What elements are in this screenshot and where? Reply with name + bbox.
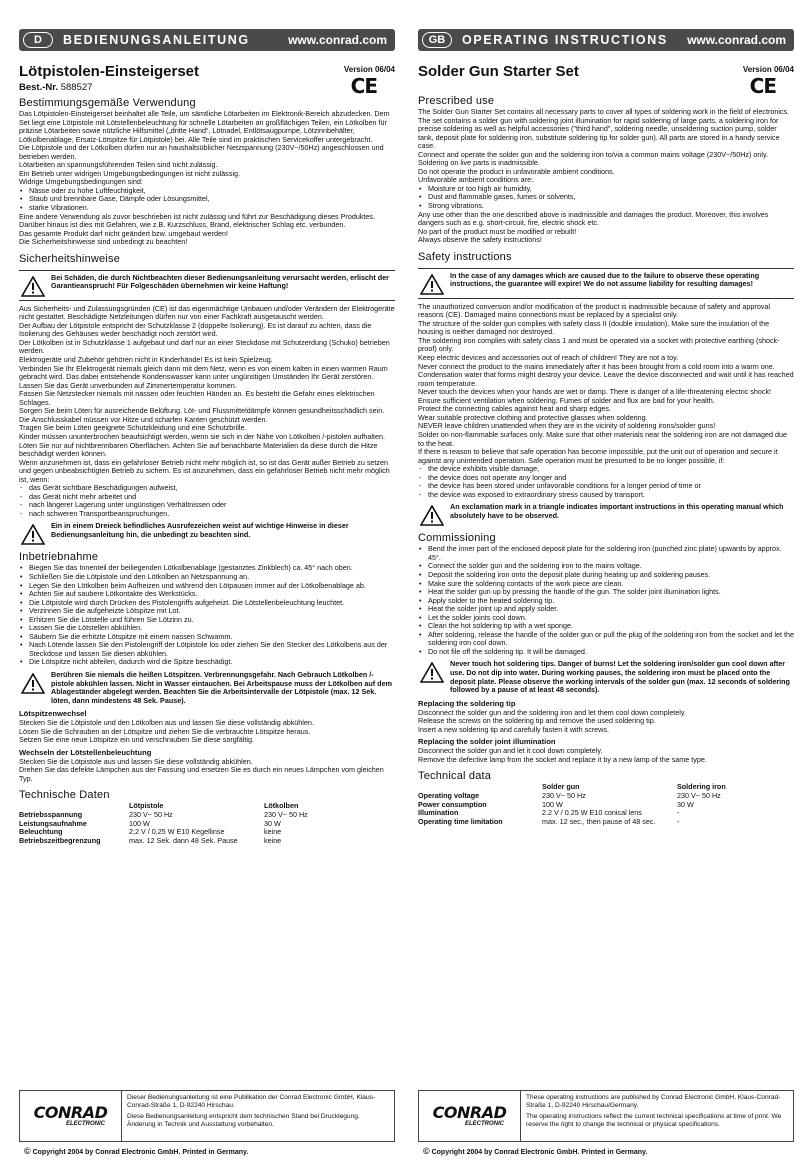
footer-box-de xyxy=(19,1090,395,1142)
list-item: - das Gerät sichtbare Beschädigungen aufweist, xyxy=(19,484,395,493)
paragraph: Insert a new soldering tip and carefully fasten it with screws. xyxy=(418,724,609,734)
paragraph: Never connect the product to the mains immediately after it has been brought from a cold room into a warm one. Condensation water that forms might destroy your device. Leave the device disconnected and wait until it has reached room temperature. xyxy=(418,361,794,388)
warning-text: In the case of any damages which are caused due to the failure to observe these operating instructions, the guarantee will expire! We do not assume liability for resulting damages! xyxy=(450,270,760,289)
list-item: • Clean the hot soldering tip with a wet sponge. xyxy=(418,622,794,631)
order-number: 588527 xyxy=(60,82,93,93)
bullet-list xyxy=(418,185,794,211)
list-item: • Let the solder joints cool down. xyxy=(418,614,794,623)
paragraph: Widrige Umgebungsbedingungen sind: xyxy=(19,177,143,187)
paragraph: Do not operate the product in unfavorable ambient conditions. xyxy=(418,166,615,176)
header-bar-en xyxy=(418,29,794,51)
page-title: Solder Gun Starter Set xyxy=(418,63,579,80)
paragraph: Stecken Sie die Lötpistole aus und lassen Sie diese vollständig abkühlen. xyxy=(19,756,253,766)
warning-triangle-icon xyxy=(19,274,47,297)
list-item: - the device has been stored under unfavorable conditions for a longer period of time or xyxy=(418,482,794,491)
footer-text: Dieser Bedienungsanleitung ist eine Publikation der Conrad Electronic GmbH, Klaus-Conrad-Straße 1, D-92240 Hirschau. xyxy=(127,1094,376,1109)
version-label: Version 06/04 xyxy=(343,65,395,74)
paragraph: NEVER leave children unattended when they are in the vicinity of soldering irons/solder guns! xyxy=(418,421,716,431)
paragraph: Ein Betrieb unter widrigen Umgebungsbedingungen ist nicht zulässig. xyxy=(19,168,240,178)
paragraph: Der Aufbau der Lötpistole entspricht der Schutzklasse 2 (doppelte Isolierung). Es ist darauf zu achten, dass die Isolierung des Gehäuses weder beschädigt noch zerstört wird. xyxy=(19,320,372,339)
note-text: Ein in einem Dreieck befindliches Ausrufezeichen weist auf wichtige Hinweise in dieser Bedienungsanleitung hin, die unbedingt zu beachten sind. xyxy=(51,521,349,539)
paragraph: Die Sicherheitshinweise sind unbedingt zu beachten! xyxy=(19,237,188,247)
section-title: Sicherheitshinweise xyxy=(19,252,121,265)
table-cell: max. 12 sec., then pause of 48 sec. xyxy=(542,816,656,826)
list-item: • Connect the solder gun and the soldering iron to the mains voltage. xyxy=(418,562,794,571)
column-en xyxy=(418,62,794,826)
table-header: Lötkolben xyxy=(264,801,299,811)
list-item: - das Gerät nicht mehr arbeitet und xyxy=(19,493,395,502)
paragraph: No part of the product must be modified or rebuilt! xyxy=(418,226,577,236)
warning-box xyxy=(19,671,395,705)
paragraph: Tragen Sie beim Löten geeignete Schutzkleidung und eine Schutzbrille. xyxy=(19,423,247,433)
paragraph: The soldering iron complies with safety class 1 and must be operated via a socket with protective earthing (shock-proof) only. xyxy=(418,335,780,354)
paragraph: Lötarbeiten an spannungsführenden Teilen sind nicht zulässig. xyxy=(19,160,218,170)
warning-triangle-icon xyxy=(418,660,446,694)
warning-triangle-icon xyxy=(418,503,446,526)
section-title: Inbetriebnahme xyxy=(19,551,99,564)
header-title-de: BEDIENUNGSANLEITUNG xyxy=(63,33,250,47)
paragraph: If there is reason to believe that safe operation has become impossible, put the unit out of operation and secure it against any unintended operation. Safe operation must be presumed to be no longer possible, if: xyxy=(418,447,778,465)
warning-box xyxy=(418,268,794,299)
list-item: • Apply solder to the heated soldering tip. xyxy=(418,597,794,606)
bullet-list xyxy=(19,187,395,213)
version-label: Version 06/04 xyxy=(742,65,794,74)
subsection-title: Lötspitzenwechsel xyxy=(19,709,87,719)
bullet-list xyxy=(418,545,794,656)
table-cell: keine xyxy=(264,835,282,845)
paragraph: Lösen Sie die Schrauben an der Lötspitze und ziehen Sie die verbrauchte Lötspitze heraus. xyxy=(19,726,311,736)
table-cell: Operating time limitation xyxy=(418,816,503,826)
ce-mark-icon: CE xyxy=(350,74,377,98)
warning-text: Bei Schäden, die durch Nichtbeachten dieser Bedienungsanleitung verursacht werden, erlischt der Garantieanspruch! Für Folgeschäden übernehmen wir keine Haftung! xyxy=(51,272,389,291)
paragraph: Setzen Sie eine neue Lötspitze ein und verschrauben Sie diese sorgfältig. xyxy=(19,735,254,745)
paragraph: Der Lötkolben ist in Schutzklasse 1 aufgebaut und darf nur an einer Steckdose mit Schutzerdung (Schuko) betrieben werden. xyxy=(19,337,390,356)
paragraph: Wear suitable protective clothing and protective glasses when soldering. xyxy=(418,412,648,422)
paragraph: Elektrogeräte und Zubehör gehören nicht in Kinderhände! Es ist kein Spielzeug. xyxy=(19,355,273,365)
note-box xyxy=(418,503,794,526)
paragraph: The structure of the solder gun complies with safety class II (double insulation). Make sure the insulation of the housing is neither damaged nor destroyed. xyxy=(418,318,770,337)
copyright-en: © Copyright 2004 by Conrad Electronic GmbH. Printed in Germany. xyxy=(423,1146,648,1156)
note-text: An exclamation mark in a triangle indicates important instructions in this operating manual which absolutely have to be observed. xyxy=(450,502,784,520)
list-item: • Strong vibrations. xyxy=(418,202,794,211)
list-item: • Nässe oder zu hohe Luftfeuchtigkeit, xyxy=(19,187,395,196)
paragraph: Löten Sie nur auf nichtbrennbaren Oberflächen. Achten Sie auf benachbarte Materialien da diese durch die Hitze beschädigt werden können. xyxy=(19,440,378,459)
list-item: • Make sure the soldering contacts of the work piece are clean. xyxy=(418,580,794,589)
section-title: Commissioning xyxy=(418,532,496,545)
paragraph: Stecken Sie die Lötpistole und den Lötkolben aus und lassen Sie diese vollständig abkühlen. xyxy=(19,718,314,728)
table-cell: 30 W xyxy=(677,799,694,809)
table-cell: keine xyxy=(264,827,282,837)
list-item: • Bend the inner part of the enclosed deposit plate for the soldering iron (punched zinc plate) upwards by approx. 45°. xyxy=(418,545,794,562)
table-cell: Operating voltage xyxy=(418,790,480,800)
section-title: Prescribed use xyxy=(418,95,495,107)
list-item: • Verzinnen Sie die aufgeheizte Lötspitze mit Lot. xyxy=(19,607,395,616)
paragraph: Never touch the devices when your hands are wet or damp. There is danger of a life-threatening electric shock! xyxy=(418,387,772,397)
paragraph: Keep electric devices and accessories out of reach of children! They are not a toy. xyxy=(418,353,679,363)
paragraph: Disconnect the solder gun and the soldering iron and let them cool down completely. xyxy=(418,707,686,717)
paragraph: Connect and operate the solder gun and the soldering iron to/via a common mains voltage (230V~/50Hz) only. xyxy=(418,149,769,159)
section-title: Safety instructions xyxy=(418,250,512,263)
list-item: • Heat the solder gun up by pressing the handle of the gun. The solder joint illumination lights. xyxy=(418,588,794,597)
dash-list xyxy=(418,465,794,499)
footer-box-en xyxy=(418,1090,794,1142)
table-cell: Betriebszeitbegrenzung xyxy=(19,835,101,845)
list-item: • starke Vibrationen. xyxy=(19,204,395,213)
warning-text: Berühren Sie niemals die heißen Lötspitzen. Verbrennungsgefahr. Nach Gebrauch Lötkolben /-pistole abkühlen lassen. Nicht in Wasser eintauchen. Bei Arbeitspause muss der Lötkolben auf dem Ablageständer abgelegt werden. Beachten Sie die Arbeitsintervalle der Lötpistole (max. 12 Sek. löten, dann mindestens 48 Sek. Pause). xyxy=(51,669,392,705)
paragraph: Any use other than the one described above is inadmissible and damages the product. Moreover, this involves dangers such as e.g. short-circuit, fire, electric shock etc. xyxy=(418,209,769,228)
table-cell: 30 W xyxy=(264,818,281,828)
table-cell: 230 V~ 50 Hz xyxy=(264,810,308,820)
paragraph: Unfavorable ambient conditions are: xyxy=(418,175,534,185)
paragraph: Sorgen Sie beim Löten für ausreichende Belüftung. Löt- und Flussmitteldämpfe können gesundheitsschädlich sein. xyxy=(19,406,385,416)
list-item: • Deposit the soldering iron onto the deposit plate during heating up and soldering pauses. xyxy=(418,571,794,580)
paragraph: Die Lötpistole und der Lötkolben dürfen nur an haushaltsüblicher Netzspannung (230V~/50Hz) angeschlossen und betrieben werden. xyxy=(19,143,384,161)
paragraph: The Solder Gun Starter Set contains all necessary parts to cover all types of soldering work in the field of electronics. The set contains a solder gun with soldering joint illumination for rapid soldering of large parts, a soldering iron for precise soldering as well as helpful accessories ("third hand", soldering needle, unsoldering suction pump, solder tank, deposit plate for soldering iron, substitute soldering tip for solder gun). All parts are stored in a handy service case. xyxy=(418,107,790,151)
list-item: • Heat the solder joint up and apply solder. xyxy=(418,605,794,614)
header-url-en: www.conrad.com xyxy=(687,33,786,47)
subsection-title: Wechseln der Lötstellenbeleuchtung xyxy=(19,747,152,757)
paragraph: Protect the connecting cables against heat and sharp edges. xyxy=(418,404,611,414)
paragraph: Disconnect the solder gun and let it cool down completely. xyxy=(418,746,603,756)
paragraph: Verbinden Sie Ihr Elektrogerät niemals gleich dann mit dem Netz, wenn es von einem kalten in einen warmen Raum gebracht wird. Das dabei entstehende Kondenswasser kann unter ungünstigen Umständen Ihr Gerät zerstören. Lassen Sie das Gerät unverbunden auf Zimmertemperatur kommen. xyxy=(19,363,388,390)
footer-text: These operating instructions are published by Conrad Electronic GmbH, Klaus-Conrad-Straße 1, D-92240 Hirschau/Germany. xyxy=(526,1094,781,1109)
paragraph: Wenn anzunehmen ist, dass ein gefahrloser Betrieb nicht mehr möglich ist, so ist das Gerät außer Betrieb zu setzen und gegen unbeabsichtigten Betrieb zu sichern. Es ist anzunehmen, dass ein gefahrloser Betrieb nicht mehr möglich ist, wenn: xyxy=(19,457,390,484)
table-cell: 100 W xyxy=(129,818,150,828)
table-row xyxy=(418,818,794,827)
section-title: Technische Daten xyxy=(19,789,110,802)
table-header: Soldering iron xyxy=(677,782,726,792)
table-cell: Beleuchtung xyxy=(19,827,63,837)
subsection-title: Replacing the solder joint illumination xyxy=(418,737,556,747)
table-cell: Leistungsaufnahme xyxy=(19,818,87,828)
conrad-logo: CONRAD ELECTRONIC xyxy=(20,1091,122,1141)
table-cell: 2.2 V / 0.25 W E10 conical lens xyxy=(542,808,642,818)
paragraph: Aus Sicherheits- und Zulassungsgründen (CE) ist das eigenmächtige Umbauen und/oder Verändern der Elektrogeräte nicht gestattet. Beschädigte Netzleitungen dürfen nur von einer Fachkraft ausgetauscht werden. xyxy=(19,303,395,322)
dash-list xyxy=(19,484,395,518)
list-item: • Säubern Sie die erhitzte Lötspitze mit einem nassen Schwamm. xyxy=(19,633,395,642)
paragraph: The unauthorized conversion and/or modification of the product is inadmissible because of safety and approval reasons (CE). Damaged mains connections must be replaced by a specialist only. xyxy=(418,301,770,320)
language-badge-en: GB xyxy=(422,32,452,48)
bullet-list xyxy=(19,564,395,667)
note-box xyxy=(19,522,395,545)
warning-text: Never touch hot soldering tips. Danger of burns! Let the soldering iron/solder gun cool down after use. Do not dip into water. During working pauses, the soldering iron must be placed onto the deposit plate. Please observe the working intervals of the solder gun (max. 12 seconds of soldering followed by a pause of at least 48 seconds). xyxy=(450,659,790,695)
list-item: • Erhitzen Sie die Lötstelle und führen Sie Lötzinn zu. xyxy=(19,616,395,625)
conrad-logo: CONRAD ELECTRONIC xyxy=(419,1091,521,1141)
list-item: • Legen Sie den Lötkolben beim Aufheizen und während den Lötpausen immer auf der Lötkolbenablage ab. xyxy=(19,582,395,591)
warning-box xyxy=(418,660,794,694)
list-item: • Achten Sie auf saubere Lötkontakte des Werkstücks. xyxy=(19,590,395,599)
list-item: • After soldering, release the handle of the solder gun or pull the plug of the soldering iron from the socket and let the soldering iron cool down. xyxy=(418,631,794,648)
table-cell: 230 V~ 50 Hz xyxy=(129,810,173,820)
header-bar-de xyxy=(19,29,395,51)
page-title: Lötpistolen-Einsteigerset xyxy=(19,63,200,80)
paragraph: Das Lötpistolen-Einsteigerset beinhaltet alle Teile, um sämtliche Lötarbeiten im Elektronik-Bereich abzudecken. Dem Set liegt eine Lötpistole mit Lötstellenbeleuchtung für schnelle Lötarbeiten an großflächigen Teilen, ein Lötkolben für präzise Lötarbeiten sowie nützliche Hilfsmittel („dritte Hand“, Lötnadel, Entlötsaugpumpe, Lötzinnbehälter, Lötkolbenablage, Ersatz-Lötspitze für Lötpistole) bei. Alle Teile sind im praktischen Servicekoffer untergebracht. xyxy=(19,109,390,144)
list-item: - nach schweren Transportbeanspruchungen. xyxy=(19,510,395,519)
table-cell: 230 V~ 50 Hz xyxy=(542,790,586,800)
list-item: • Moisture or too high air humidity, xyxy=(418,185,794,194)
list-item: • Do not file off the soldering tip. It will be damaged. xyxy=(418,648,794,657)
list-item: - the device was exposed to extraordinary stress caused by transport. xyxy=(418,491,794,500)
footer-text: The operating instructions reflect the current technical specifications at time of print. We reserve the right to change the technical or physical specifications. xyxy=(526,1113,782,1128)
warning-triangle-icon xyxy=(418,272,446,295)
order-number-label: Best.-Nr. xyxy=(19,82,59,93)
ce-mark-icon: CE xyxy=(749,74,776,98)
paragraph: Kinder müssen ununterbrochen beaufsichtigt werden, wenn sie sich in der Nähe von Lötkolben /-pistolen aufhalten. xyxy=(19,431,385,441)
table-cell: Illumination xyxy=(418,808,459,818)
table-row xyxy=(19,837,395,846)
table-cell: max. 12 Sek. dann 48 Sek. Pause xyxy=(129,835,238,845)
table-cell: - xyxy=(677,808,680,818)
list-item: • Die Lötspitze nicht abfeilen, dadurch wird die Spitze beschädigt. xyxy=(19,658,395,667)
paragraph: Drehen Sie das defekte Lämpchen aus der Fassung und ersetzen Sie es durch ein neues Lämpchen vom gleichen Typ. xyxy=(19,765,384,783)
table-cell: 230 V~ 50 Hz xyxy=(677,790,721,800)
table-header: Lötpistole xyxy=(129,801,164,811)
list-item: - nach längerer Lagerung unter ungünstigen Verhältnissen oder xyxy=(19,501,395,510)
section-title: Technical data xyxy=(418,770,492,783)
paragraph: Ensure sufficient ventilation when soldering. Fumes of solder and flux are bad for your health. xyxy=(418,395,715,405)
footer-text: Diese Bedienungsanleitung entspricht dem technischen Stand bei Drucklegung. Änderung in Technik und Ausstattung vorbehalten. xyxy=(127,1113,360,1128)
paragraph: Die Anschlusskabel müssen vor Hitze und scharfen Kanten geschützt werden. xyxy=(19,414,268,424)
column-de xyxy=(19,62,395,845)
table-header: Solder gun xyxy=(542,782,580,792)
technical-data-table xyxy=(418,783,794,826)
table-cell: Power consumption xyxy=(418,799,487,809)
list-item: • Biegen Sie das Innenteil der beiliegenden Lötkolbenablage (gestanztes Zinkblech) ca. 45° nach oben. xyxy=(19,564,395,573)
header-url-de: www.conrad.com xyxy=(288,33,387,47)
list-item: • Nach Lötende lassen Sie den Pistolengriff der Lötpistole los oder ziehen Sie den Stecker des Lötkolbens aus der Steckdose und lassen Sie diesen abkühlen. xyxy=(19,641,395,658)
warning-triangle-icon xyxy=(19,522,47,545)
table-cell: Betriebsspannung xyxy=(19,810,83,820)
paragraph: Das gesamte Produkt darf nicht geändert bzw. umgebaut werden! xyxy=(19,228,228,238)
paragraph: Always observe the safety instructions! xyxy=(418,235,542,245)
copyright-de: © Copyright 2004 by Conrad Electronic GmbH. Printed in Germany. xyxy=(24,1146,249,1156)
list-item: • Schließen Sie die Lötpistole und den Lötkolben an Netzspannung an. xyxy=(19,573,395,582)
warning-box xyxy=(19,270,395,301)
list-item: • Staub und brennbare Gase, Dämpfe oder Lösungsmittel, xyxy=(19,195,395,204)
technical-data-table xyxy=(19,802,395,845)
list-item: - the device exhibits visible damage, xyxy=(418,465,794,474)
list-item: • Die Lötpistole wird durch Drücken des Pistolengriffs aufgeheizt. Die Lötstellenbeleuchtung leuchtet. xyxy=(19,599,395,608)
language-badge-de: D xyxy=(23,32,53,48)
paragraph: Release the screws on the soldering tip and remove the used soldering tip. xyxy=(418,716,656,726)
paragraph: Remove the defective lamp from the socket and replace it by a new lamp of the same type. xyxy=(418,754,707,764)
paragraph: Soldering on live parts is inadmissible. xyxy=(418,158,540,168)
paragraph: Solder on non-flammable surfaces only. Make sure that other materials near the soldering iron are not damaged due to the heat. xyxy=(418,429,788,448)
table-cell: 100 W xyxy=(542,799,563,809)
list-item: • Dust and flammable gases, fumes or solvents, xyxy=(418,193,794,202)
table-cell: - xyxy=(677,816,680,826)
list-item: • Lassen Sie die Lötstellen abkühlen. xyxy=(19,624,395,633)
subsection-title: Replacing the soldering tip xyxy=(418,698,516,708)
paragraph: Eine andere Verwendung als zuvor beschrieben ist nicht zulässig und führt zur Beschädigung dieses Produktes. Darüber hinaus ist dies mit Gefahren, wie z.B. Kurzschluss, Brand, elektrischer Schlag etc. verbunden. xyxy=(19,211,375,230)
header-title-en: OPERATING INSTRUCTIONS xyxy=(462,33,668,47)
table-cell: 2,2 V / 0,25 W E10 Kegellinse xyxy=(129,827,225,837)
list-item: - the device does not operate any longer and xyxy=(418,474,794,483)
paragraph: Fassen Sie Netzstecker niemals mit nassen oder feuchten Händen an. Es besteht die Gefahr eines elektrischen Schlages. xyxy=(19,389,375,407)
warning-triangle-icon xyxy=(19,671,47,705)
section-title: Bestimmungsgemäße Verwendung xyxy=(19,97,196,109)
